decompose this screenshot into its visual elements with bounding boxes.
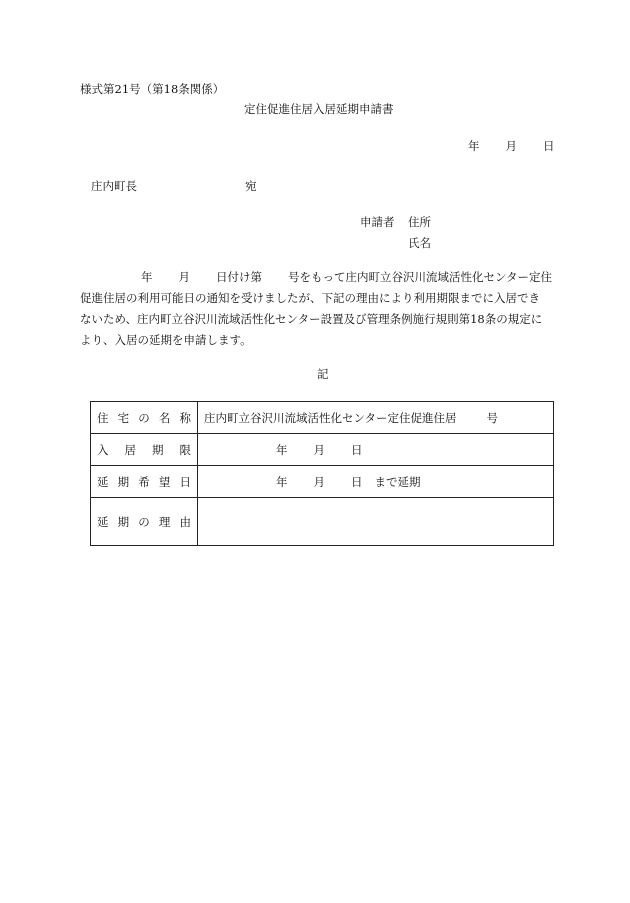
applicant-label: 申請者 — [360, 215, 395, 229]
requested-date-value[interactable] — [198, 466, 554, 498]
label-char: 期 — [117, 514, 130, 529]
label-char: 住 — [97, 410, 109, 425]
notice-number-text: 号をもって庄内町立谷沢川流域活性化センター定住 — [288, 270, 553, 284]
label-char: の — [138, 410, 150, 425]
move-in-deadline-label — [91, 434, 198, 466]
recipient: 庄内町長 — [91, 179, 137, 193]
requested-year: 年 — [276, 474, 288, 489]
deadline-day: 日 — [351, 442, 363, 457]
residence-name-value[interactable] — [198, 402, 554, 434]
label-char: 名 — [158, 410, 171, 425]
requested-day: 日 — [351, 474, 363, 489]
notice-year: 年 — [141, 270, 153, 284]
date-month: 月 — [505, 139, 517, 153]
label-char: 延 — [97, 514, 109, 529]
applicant-name-label: 氏名 — [408, 236, 431, 250]
label-char: 称 — [179, 410, 191, 425]
recipient-suffix: 宛 — [245, 179, 257, 193]
application-date — [468, 138, 555, 154]
label-char: 期 — [117, 474, 130, 489]
requested-date-label — [91, 466, 198, 498]
table-row-reason — [91, 498, 554, 546]
applicant-address-label: 住所 — [408, 215, 431, 229]
residence-name-text: 庄内町立谷沢川流域活性化センター定住促進住居 — [204, 410, 457, 425]
label-char: 希 — [138, 474, 150, 489]
body-line-4: より、入居の延期を申請します。 — [80, 333, 252, 347]
body-line-1 — [80, 267, 555, 288]
table-row-requested-date — [91, 466, 554, 498]
label-char: の — [138, 514, 150, 529]
form-number: 様式第21号（第18条関係） — [80, 82, 225, 96]
label-char: 限 — [179, 442, 191, 457]
label-char: 延 — [97, 474, 109, 489]
body-line-2: 促進住居の利用可能日の通知を受けましたが、下記の理由により利用期限までに入居でき — [80, 291, 540, 305]
label-char: 由 — [179, 514, 191, 529]
date-day: 日 — [543, 139, 555, 153]
deadline-month: 月 — [313, 442, 325, 457]
residence-number-suffix: 号 — [486, 410, 499, 425]
label-char: 望 — [158, 474, 171, 489]
label-char: 居 — [124, 442, 136, 457]
table-row-residence-name — [91, 402, 554, 434]
reason-label — [91, 498, 198, 546]
requested-month: 月 — [313, 474, 325, 489]
label-char: 宅 — [117, 410, 130, 425]
table-row-move-in-deadline — [91, 434, 554, 466]
move-in-deadline-value[interactable] — [198, 434, 554, 466]
details-table — [90, 401, 554, 546]
label-char: 期 — [152, 442, 164, 457]
label-char: 理 — [158, 514, 171, 529]
addressee — [91, 178, 257, 194]
body-line-3: ないため、庄内町立谷沢川流域活性化センター設置及び管理条例施行規則第18条の規定に — [80, 312, 543, 326]
reason-value[interactable] — [198, 498, 554, 546]
label-char: 日 — [179, 474, 191, 489]
document-title: 定住促進住居入居延期申請書 — [244, 102, 394, 116]
ki-heading: 記 — [317, 367, 329, 381]
postpone-until-suffix: まで延期 — [374, 474, 421, 489]
notice-date-suffix: 日付け第 — [216, 270, 262, 284]
request-body — [80, 267, 555, 351]
notice-month: 月 — [178, 270, 190, 284]
deadline-year: 年 — [276, 442, 288, 457]
label-char: 入 — [97, 442, 109, 457]
date-year: 年 — [468, 139, 480, 153]
residence-name-label — [91, 402, 198, 434]
